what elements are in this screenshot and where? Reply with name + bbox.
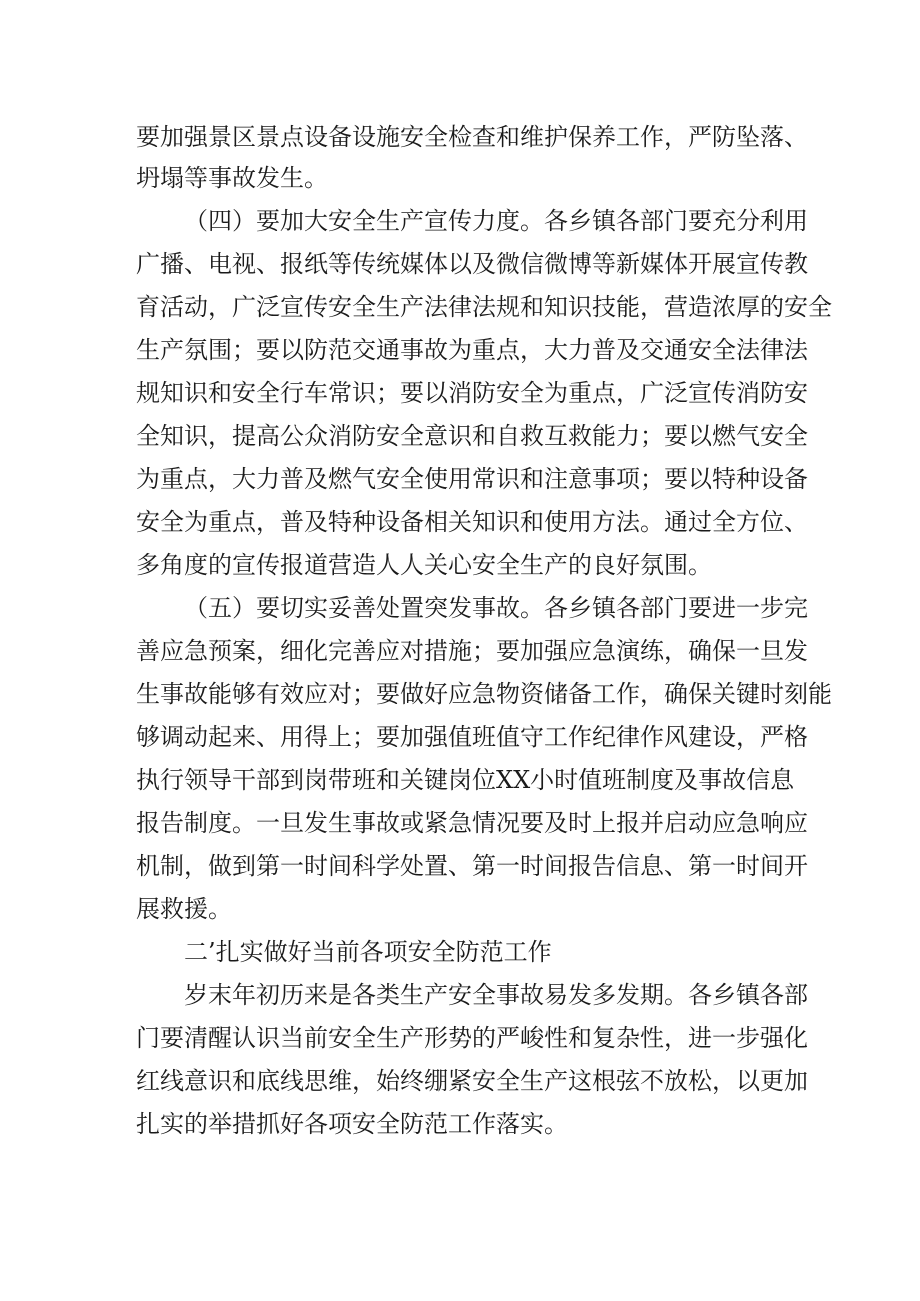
- text-line: 为重点，大力普及燃气安全使用常识和注意事项；要以特种设备: [136, 465, 808, 493]
- text-line: 红线意识和底线思维，始终绷紧安全生产这根弦不放松，以更加: [136, 1067, 808, 1095]
- text-line: 机制，做到第一时间科学处置、第一时间报告信息、第一时间开: [136, 852, 808, 880]
- text-line: 生产氛围；要以防范交通事故为重点，大力普及交通安全法律法: [136, 336, 808, 364]
- section-heading: 二’扎实做好当前各项安全防范工作: [184, 938, 552, 966]
- text-line: 规知识和安全行车常识；要以消防安全为重点，广泛宣传消防安: [136, 379, 808, 407]
- text-line: 展救援。: [136, 895, 232, 923]
- paragraph-heading-5: （五）要切实妥善处置突发事故。各乡镇各部门要进一步完: [184, 594, 808, 622]
- text-line: 报告制度。一旦发生事故或紧急情况要及时上报并启动应急响应: [136, 809, 808, 837]
- text-line: 要加强景区景点设备设施安全检查和维护保养工作，严防坠落、: [136, 123, 808, 151]
- text-line: 扎实的举措抓好各项安全防范工作落实。: [136, 1110, 568, 1138]
- text-line: 生事故能够有效应对；要做好应急物资储备工作，确保关键时刻能: [136, 680, 832, 708]
- text-line: 全知识，提高公众消防安全意识和自救互救能力；要以燃气安全: [136, 422, 808, 450]
- text-line: 执行领导干部到岗带班和关键岗位XX小时值班制度及事故信息: [136, 766, 795, 794]
- text-line: 门要清醒认识当前安全生产形势的严峻性和复杂性，进一步强化: [136, 1024, 808, 1052]
- text-line: 坍塌等事故发生。: [136, 164, 328, 192]
- text-line: 安全为重点，普及特种设备相关知识和使用方法。通过全方位、: [136, 508, 808, 536]
- paragraph-heading-4: （四）要加大安全生产宣传力度。各乡镇各部门要充分利用: [184, 207, 808, 235]
- text-line: 岁末年初历来是各类生产安全事故易发多发期。各乡镇各部: [184, 981, 808, 1009]
- text-line: 够调动起来、用得上；要加强值班值守工作纪律作风建设，严格: [136, 723, 808, 751]
- text-line: 善应急预案，细化完善应对措施；要加强应急演练，确保一旦发: [136, 637, 808, 665]
- text-line: 育活动，广泛宣传安全生产法律法规和知识技能，营造浓厚的安全: [136, 293, 832, 321]
- text-line: 广播、电视、报纸等传统媒体以及微信微博等新媒体开展宣传教: [136, 250, 808, 278]
- text-line: 多角度的宣传报道营造人人关心安全生产的良好氛围。: [136, 551, 712, 579]
